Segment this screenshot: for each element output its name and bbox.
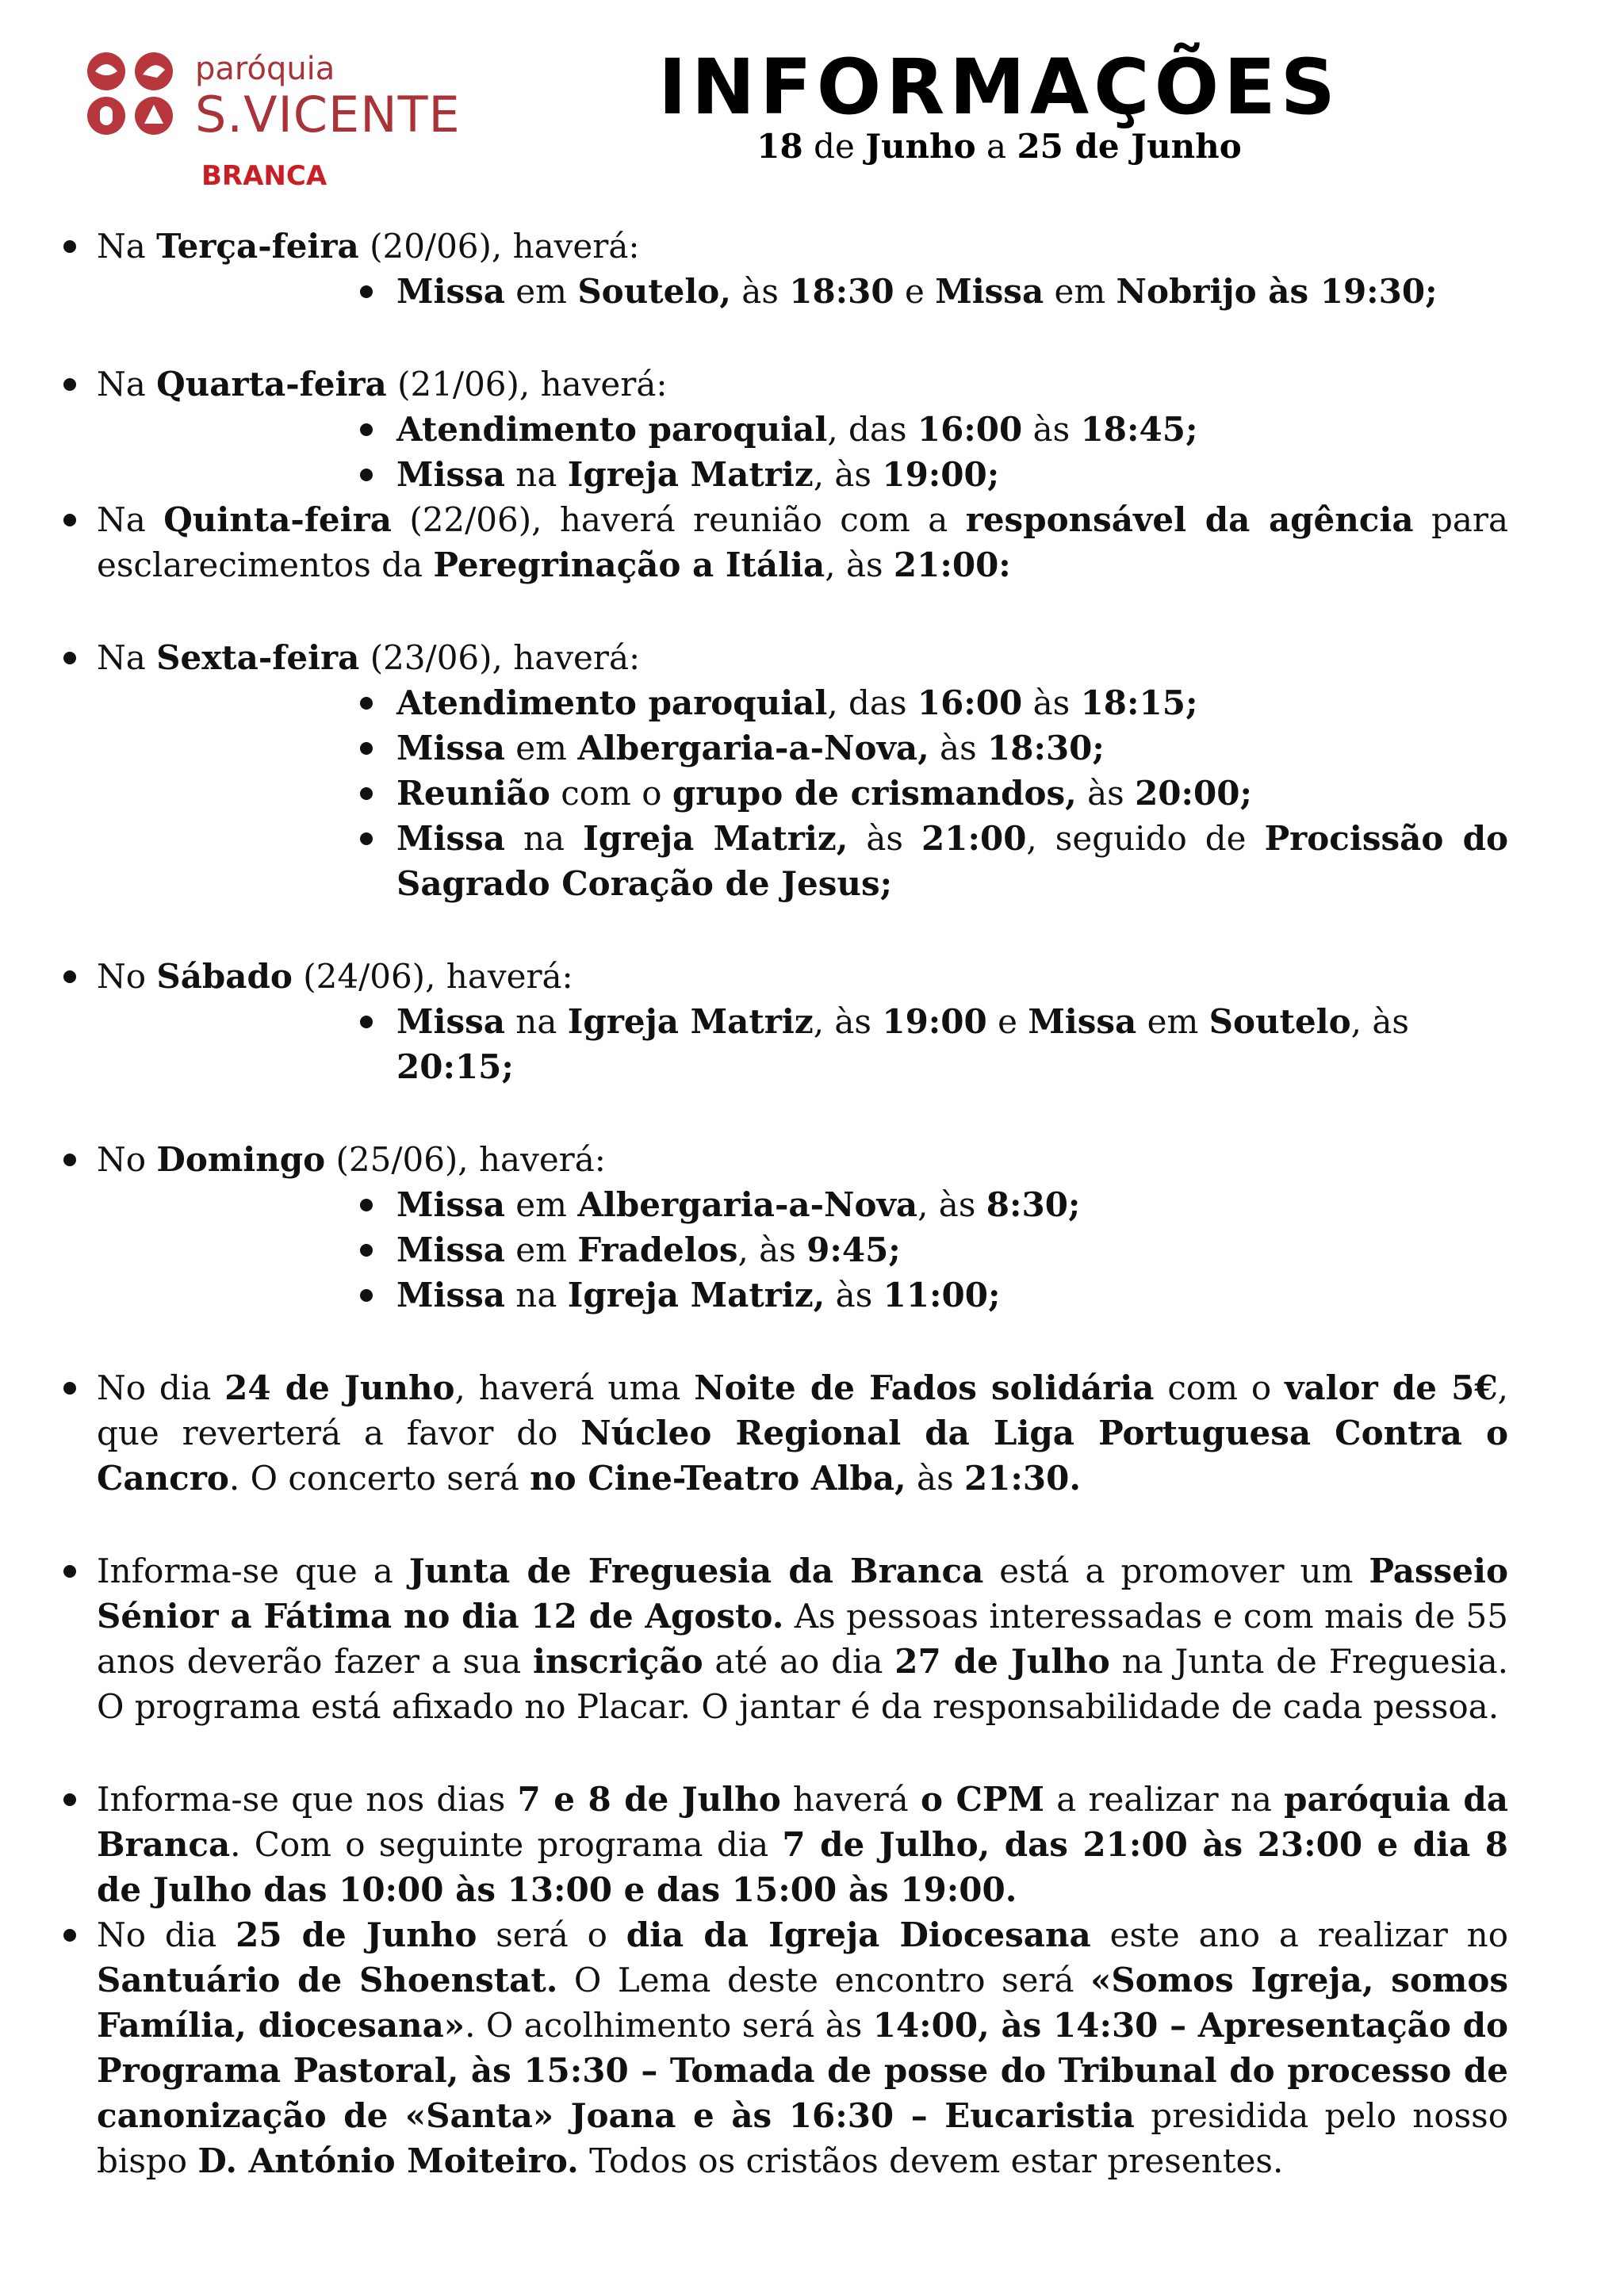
page-title: INFORMAÇÕES [658,43,1340,132]
sub-item-sexta-2: Missa em Albergaria-a-Nova, às 18:30; [54,725,1508,771]
sub-item-domingo-2: Missa em Fradelos, às 9:45; [54,1227,1508,1272]
announcements [54,224,1508,2183]
list-item-quinta: Na Quinta-feira (22/06), haverá reunião com a responsável da agência para esclarecimentos da Peregrinação a Itália, às 21:00: [54,497,1508,587]
list-item-domingo: No Domingo (25/06), haverá: [54,1137,1508,1182]
list-item-junta: Informa-se que a Junta de Freguesia da Branca está a promover um Passeio Sénior a Fátima no dia 12 de Agosto. As pessoas interessadas e com mais de 55 anos deverão fazer a sua inscrição até ao dia 27 de Julho na Junta de Freguesia. O programa está afixado no Placar. O jantar é da responsabilidade de cada pessoa. [54,1548,1508,1729]
list-item-fados: No dia 24 de Junho, haverá uma Noite de Fados solidária com o valor de 5€, que reverterá a favor do Núcleo Regional da Liga Portuguesa Contra o Cancro. O concerto será no Cine-Teatro Alba, às 21:30. [54,1365,1508,1501]
sub-item-terca-1: Missa em Soutelo, às 18:30 e Missa em Nobrijo às 19:30; [54,269,1508,314]
sub-item-sexta-3: Reunião com o grupo de crismandos, às 20:00; [54,771,1508,816]
logo-text-branca: BRANCA [201,160,327,192]
sub-item-quarta-2: Missa na Igreja Matriz, às 19:00; [54,452,1508,497]
date-range: 18 de Junho a 25 de Junho [756,127,1242,166]
sub-item-domingo-3: Missa na Igreja Matriz, às 11:00; [54,1272,1508,1318]
parish-logo-icon [86,48,178,140]
sub-item-quarta-1: Atendimento paroquial, das 16:00 às 18:45; [54,407,1508,452]
list-item-terca: Na Terça-feira (20/06), haverá: [54,224,1508,269]
list-item-sabado: No Sábado (24/06), haverá: [54,954,1508,999]
sub-item-sabado-1: Missa na Igreja Matriz, às 19:00 e Missa em Soutelo, às 20:15; [54,999,1508,1089]
logo-text-paroquia: paróquia [195,51,335,87]
logo-text-svicente: S.VICENTE [195,86,461,144]
list-item-sexta: Na Sexta-feira (23/06), haverá: [54,635,1508,680]
parish-logo [82,44,461,203]
sub-item-sexta-1: Atendimento paroquial, das 16:00 às 18:15; [54,680,1508,725]
sub-item-sexta-4: Missa na Igreja Matriz, às 21:00, seguido de Procissão do Sagrado Coração de Jesus; [54,816,1508,906]
list-item-quarta: Na Quarta-feira (21/06), haverá: [54,362,1508,407]
list-item-diocesana: No dia 25 de Junho será o dia da Igreja Diocesana este ano a realizar no Santuário de Shoenstat. O Lema deste encontro será «Somos Igreja, somos Família, diocesana». O acolhimento será às 14:00, às 14:30 – Apresentação do Programa Pastoral, às 15:30 – Tomada de posse do Tribunal do processo de canonização de «Santa» Joana e às 16:30 – Eucaristia presidida pelo nosso bispo D. António Moiteiro. Todos os cristãos devem estar presentes. [54,1912,1508,2183]
sub-item-domingo-1: Missa em Albergaria-a-Nova, às 8:30; [54,1182,1508,1227]
list-item-cpm: Informa-se que nos dias 7 e 8 de Julho haverá o CPM a realizar na paróquia da Branca. Com o seguinte programa dia 7 de Julho, das 21:00 às 23:00 e dia 8 de Julho das 10:00 às 13:00 e das 15:00 às 19:00. [54,1777,1508,1912]
